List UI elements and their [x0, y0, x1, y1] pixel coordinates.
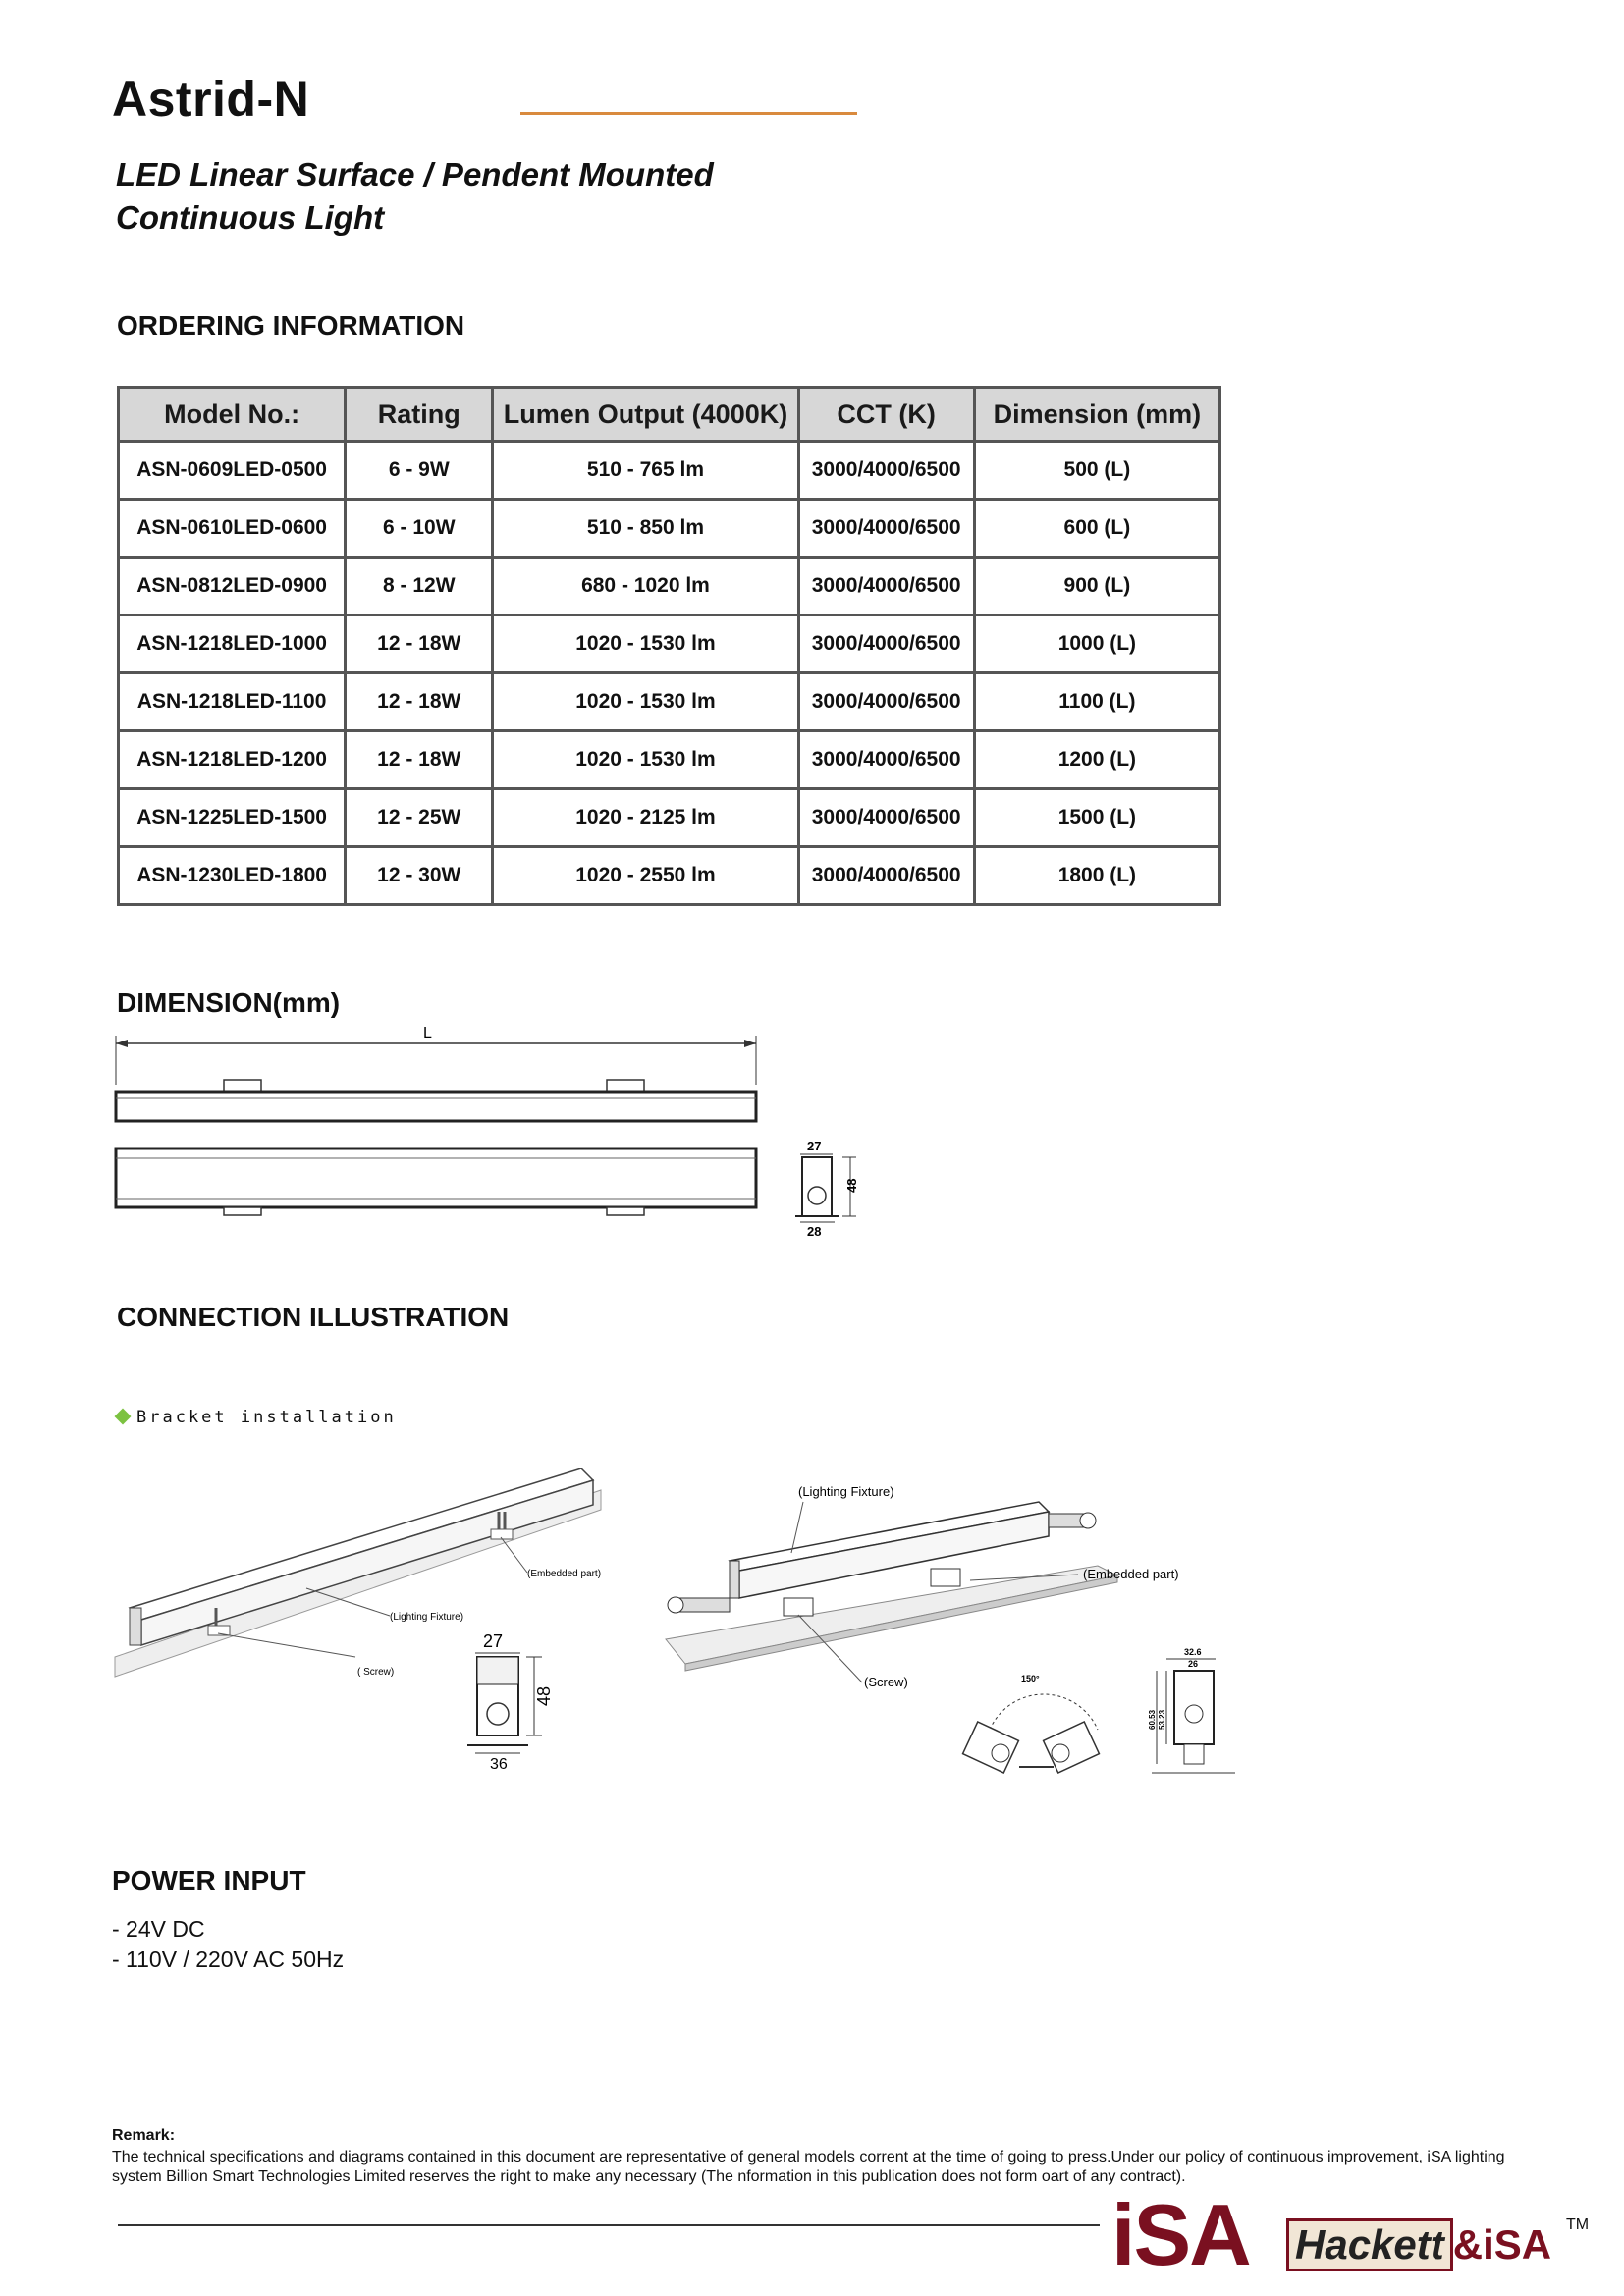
cct-cell: 3000/4000/6500 — [798, 500, 974, 558]
connection-heading: CONNECTION ILLUSTRATION — [117, 1302, 510, 1332]
dimension-cell: 1500 (L) — [974, 789, 1219, 847]
right-fixture-label: (Lighting Fixture) — [798, 1484, 894, 1499]
bracket-diagram-left — [110, 1461, 640, 1775]
cct-cell: 3000/4000/6500 — [798, 789, 974, 847]
model-cell: ASN-1218LED-1200 — [119, 731, 346, 789]
table-row — [119, 442, 1220, 500]
end-height-label: 48 — [534, 1685, 554, 1706]
height-label: 48 — [844, 1178, 859, 1193]
cct-cell: 3000/4000/6500 — [798, 847, 974, 905]
cct-cell: 3000/4000/6500 — [798, 731, 974, 789]
rating-cell: 12 - 18W — [346, 615, 493, 673]
rating-cell: 12 - 25W — [346, 789, 493, 847]
footer-rule — [118, 2224, 1100, 2226]
column-header: Model No.: — [119, 388, 346, 442]
dimension-cell: 1200 (L) — [974, 731, 1219, 789]
dimension-cell: 600 (L) — [974, 500, 1219, 558]
column-header: Lumen Output (4000K) — [493, 388, 798, 442]
width-bottom-label: 28 — [807, 1224, 822, 1239]
dim-c-label: 60.53 — [1148, 1709, 1157, 1730]
model-cell: ASN-1218LED-1100 — [119, 673, 346, 731]
width-top-label: 27 — [807, 1139, 822, 1153]
hackett-isa-logo — [1286, 2218, 1551, 2271]
green-diamond-icon — [115, 1409, 132, 1425]
lumen-cell: 1020 - 2550 lm — [493, 847, 798, 905]
column-header: Dimension (mm) — [974, 388, 1219, 442]
cct-cell: 3000/4000/6500 — [798, 558, 974, 615]
lighting-fixture-label: (Lighting Fixture) — [390, 1612, 464, 1623]
cct-cell: 3000/4000/6500 — [798, 615, 974, 673]
right-embedded-label: (Embedded part) — [1083, 1567, 1179, 1581]
bracket-diagram-right — [656, 1472, 1255, 1796]
lumen-cell: 1020 - 1530 lm — [493, 673, 798, 731]
lumen-cell: 1020 - 1530 lm — [493, 615, 798, 673]
power-heading: POWER INPUT — [112, 1865, 306, 1896]
dimension-cell: 1800 (L) — [974, 847, 1219, 905]
power-item: - 24V DC — [112, 1916, 205, 1942]
table-row — [119, 789, 1220, 847]
dimension-drawing — [108, 1026, 884, 1247]
end-width-label: 27 — [483, 1631, 504, 1651]
rating-cell: 8 - 12W — [346, 558, 493, 615]
rotation-angle-label: 150° — [1021, 1674, 1040, 1683]
column-header: Rating — [346, 388, 493, 442]
model-cell: ASN-1225LED-1500 — [119, 789, 346, 847]
subtitle-line-1: LED Linear Surface / Pendent Mounted — [116, 156, 714, 192]
model-cell: ASN-1230LED-1800 — [119, 847, 346, 905]
cct-cell: 3000/4000/6500 — [798, 442, 974, 500]
model-cell: ASN-0610LED-0600 — [119, 500, 346, 558]
dim-b-label: 26 — [1188, 1659, 1199, 1669]
dimension-cell: 900 (L) — [974, 558, 1219, 615]
rating-cell: 12 - 18W — [346, 731, 493, 789]
page-title: Astrid-N — [112, 72, 310, 127]
dim-a-label: 32.6 — [1184, 1647, 1202, 1657]
trademark-mark: TM — [1566, 2216, 1590, 2233]
page-subtitle — [116, 153, 714, 240]
remark-heading: Remark: — [112, 2127, 176, 2144]
bracket-installation-label — [117, 1408, 397, 1427]
ordering-table — [117, 386, 1221, 906]
table-row — [119, 558, 1220, 615]
subtitle-line-2: Continuous Light — [116, 199, 385, 236]
model-cell: ASN-0609LED-0500 — [119, 442, 346, 500]
model-cell: ASN-0812LED-0900 — [119, 558, 346, 615]
column-header: CCT (K) — [798, 388, 974, 442]
table-row — [119, 615, 1220, 673]
rating-cell: 12 - 30W — [346, 847, 493, 905]
bracket-label-text: Bracket installation — [136, 1408, 397, 1427]
lumen-cell: 510 - 765 lm — [493, 442, 798, 500]
end-bottom-label: 36 — [490, 1756, 508, 1773]
embedded-part-label: (Embedded part) — [527, 1569, 602, 1579]
title-accent-rule — [520, 112, 857, 115]
rating-cell: 12 - 18W — [346, 673, 493, 731]
model-cell: ASN-1218LED-1000 — [119, 615, 346, 673]
rating-cell: 6 - 9W — [346, 442, 493, 500]
lumen-cell: 510 - 850 lm — [493, 500, 798, 558]
isa-logo: iSA — [1111, 2186, 1250, 2283]
table-row — [119, 731, 1220, 789]
hackett-wordmark: Hackett — [1286, 2218, 1453, 2271]
cct-cell: 3000/4000/6500 — [798, 673, 974, 731]
right-screw-label: (Screw) — [864, 1675, 908, 1689]
rating-cell: 6 - 10W — [346, 500, 493, 558]
dimension-heading: DIMENSION(mm) — [117, 988, 341, 1018]
dimension-cell: 1000 (L) — [974, 615, 1219, 673]
ordering-heading: ORDERING INFORMATION — [117, 310, 465, 341]
table-row — [119, 847, 1220, 905]
dimension-cell: 500 (L) — [974, 442, 1219, 500]
length-label: L — [423, 1026, 432, 1041]
table-row — [119, 673, 1220, 731]
lumen-cell: 1020 - 2125 lm — [493, 789, 798, 847]
power-item: - 110V / 220V AC 50Hz — [112, 1947, 345, 1972]
dim-d-label: 53.23 — [1158, 1709, 1166, 1730]
dimension-cell: 1100 (L) — [974, 673, 1219, 731]
table-row — [119, 500, 1220, 558]
screw-label: ( Screw) — [357, 1667, 395, 1678]
table-header-row — [119, 388, 1220, 442]
remark-text: The technical specifications and diagrams contained in this document are representative of general models corrent at the time of going to press.Under our policy of continuous improvement, iSA lighting system Billion Smart Technologies Limited reserves the right to make any necessary (The nformation in this publication does not form oart of any contract). — [112, 2149, 1505, 2185]
lumen-cell: 1020 - 1530 lm — [493, 731, 798, 789]
amp-isa-wordmark: &iSA — [1452, 2221, 1552, 2268]
lumen-cell: 680 - 1020 lm — [493, 558, 798, 615]
